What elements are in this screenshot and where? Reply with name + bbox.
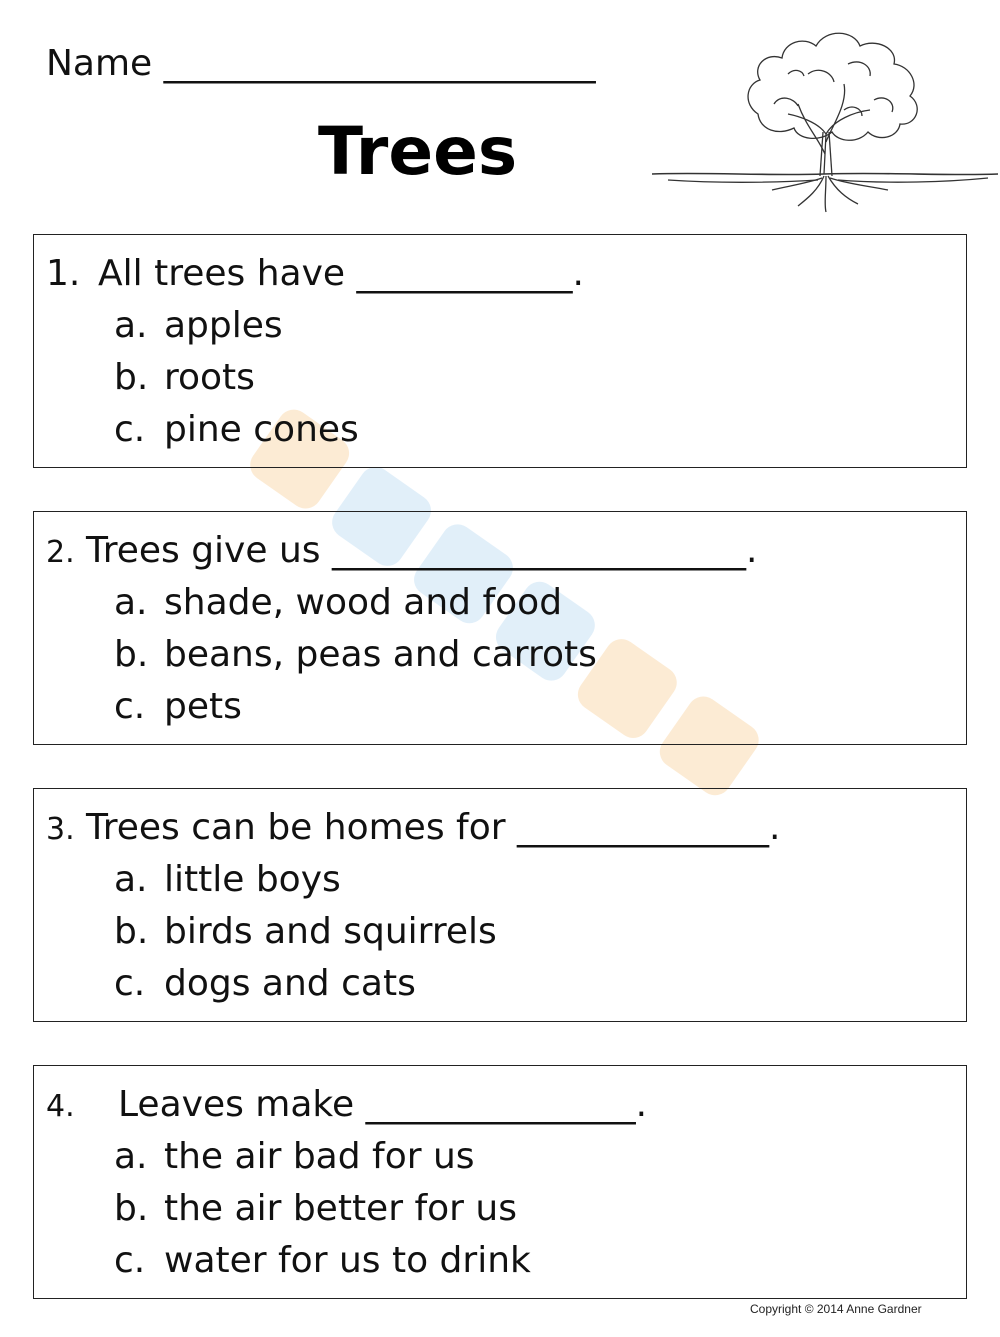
option-letter: b. [114,911,149,952]
question-3-option-a[interactable] [114,855,341,905]
question-text: Trees give us _______________________. [86,530,758,571]
question-2-option-a[interactable] [114,578,562,628]
option-letter: a. [114,582,148,623]
question-number: 1. [46,253,81,294]
option-text: pine cones [164,409,359,450]
option-letter: a. [114,859,148,900]
question-2-option-b[interactable] [114,630,597,680]
question-4-option-c[interactable] [114,1236,531,1286]
question-4-option-a[interactable] [114,1132,475,1182]
option-letter: a. [114,1136,148,1177]
question-3-option-b[interactable] [114,907,497,957]
option-text: roots [164,357,255,398]
question-4-box [33,1065,967,1299]
option-letter: a. [114,305,148,346]
question-2-prompt [46,526,757,578]
option-text: little boys [164,859,341,900]
option-text: water for us to drink [164,1240,531,1281]
question-number: 4. [46,1089,75,1124]
question-1-option-b[interactable] [114,353,255,403]
question-1-option-a[interactable] [114,301,283,351]
page-title: Trees [318,113,518,190]
question-3-prompt [46,803,780,855]
option-text: apples [164,305,283,346]
question-4-prompt [46,1080,647,1132]
option-letter: b. [114,634,149,675]
option-letter: c. [114,686,146,727]
option-letter: c. [114,963,146,1004]
question-3-box [33,788,967,1022]
option-text: birds and squirrels [164,911,497,952]
option-text: beans, peas and carrots [164,634,597,675]
name-label: Name ________________________ [46,43,596,84]
copyright-notice: Copyright © 2014 Anne Gardner [750,1302,922,1316]
question-2-option-c[interactable] [114,682,242,732]
option-letter: b. [114,1188,149,1229]
question-2-box [33,511,967,745]
option-text: the air bad for us [164,1136,475,1177]
option-text: pets [164,686,242,727]
option-letter: c. [114,409,146,450]
question-text: Trees can be homes for ______________. [86,807,781,848]
option-text: the air better for us [164,1188,517,1229]
question-1-prompt [46,249,584,299]
question-4-option-b[interactable] [114,1184,517,1234]
question-1-box [33,234,967,468]
question-number: 2. [46,535,75,570]
tree-icon [648,14,1000,214]
question-1-option-c[interactable] [114,405,359,455]
option-letter: c. [114,1240,146,1281]
question-3-option-c[interactable] [114,959,416,1009]
option-letter: b. [114,357,149,398]
question-text: Leaves make _______________. [118,1084,648,1125]
option-text: dogs and cats [164,963,416,1004]
question-number: 3. [46,812,75,847]
option-text: shade, wood and food [164,582,563,623]
question-text: All trees have ____________. [98,253,584,294]
